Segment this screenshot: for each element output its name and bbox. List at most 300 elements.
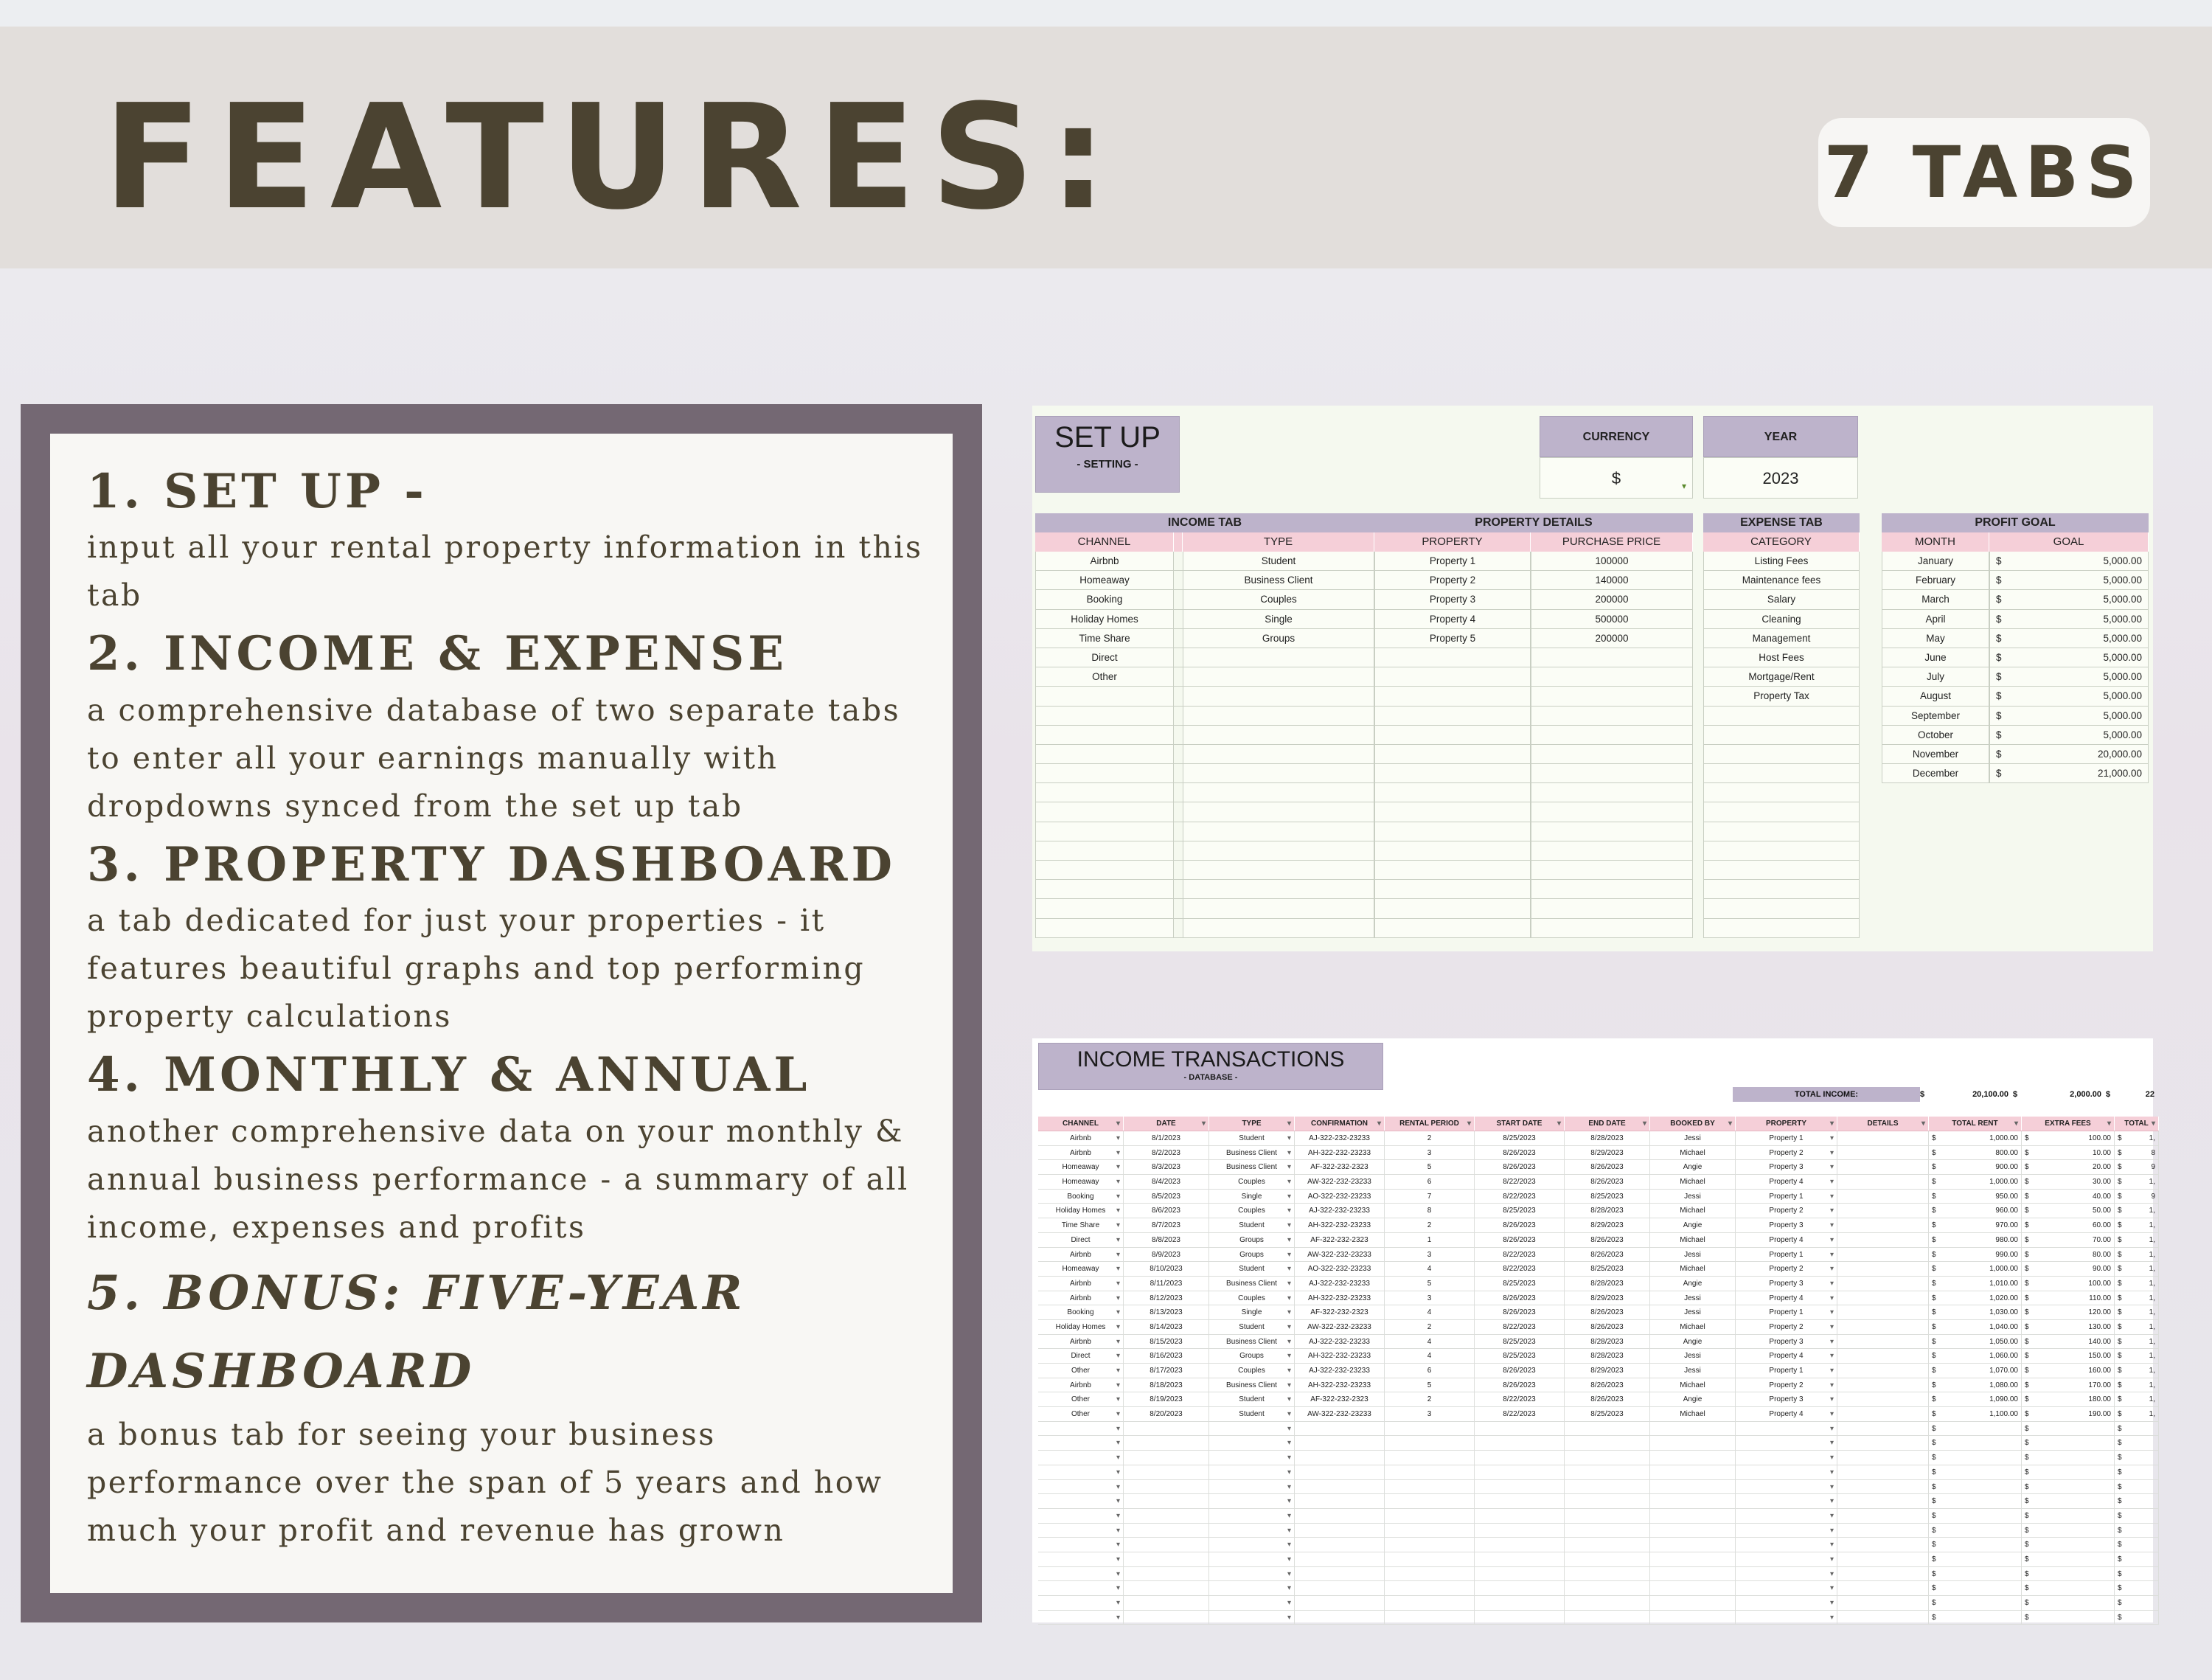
confirmation-cell[interactable]: AW-322-232-23233 (1295, 1320, 1385, 1334)
goal-cell[interactable] (1989, 726, 2149, 744)
goal-cell[interactable] (1989, 667, 2149, 686)
channel-cell[interactable] (1038, 1552, 1124, 1566)
start-date-cell[interactable]: 8/26/2023 (1475, 1305, 1565, 1319)
channel-cell[interactable]: Holiday Homes ▾ (1038, 1204, 1124, 1218)
purchase-price-cell[interactable] (1531, 822, 1693, 841)
details-cell[interactable] (1837, 1175, 1929, 1189)
channel-cell[interactable]: Booking ▾ (1038, 1305, 1124, 1319)
type-cell[interactable]: Groups ▾ (1209, 1248, 1295, 1262)
total-cell[interactable] (2115, 1567, 2159, 1581)
type-cell[interactable] (1183, 880, 1374, 898)
property-cell[interactable]: Property 3 ▾ (1736, 1335, 1837, 1349)
rental-period-cell[interactable] (1385, 1567, 1475, 1581)
category-cell[interactable] (1703, 802, 1860, 821)
type-cell[interactable] (1209, 1509, 1295, 1523)
total-cell[interactable] (2115, 1349, 2159, 1363)
date-cell[interactable] (1124, 1422, 1209, 1436)
total-cell[interactable] (2115, 1407, 2159, 1421)
type-cell[interactable] (1209, 1465, 1295, 1479)
details-cell[interactable] (1837, 1465, 1929, 1479)
property-cell[interactable]: Property 2 ▾ (1736, 1146, 1837, 1160)
confirmation-cell[interactable] (1295, 1611, 1385, 1625)
type-cell[interactable] (1209, 1436, 1295, 1450)
details-cell[interactable] (1837, 1524, 1929, 1538)
category-cell[interactable] (1703, 880, 1860, 898)
details-cell[interactable] (1837, 1291, 1929, 1305)
total-cell[interactable] (2115, 1335, 2159, 1349)
date-cell[interactable] (1124, 1451, 1209, 1465)
channel-cell[interactable] (1035, 861, 1174, 879)
property-cell[interactable]: Property 3 ▾ (1736, 1218, 1837, 1232)
channel-cell[interactable] (1038, 1611, 1124, 1625)
category-cell[interactable] (1703, 822, 1860, 841)
total-rent-cell[interactable] (1929, 1262, 2022, 1276)
total-cell[interactable] (2115, 1524, 2159, 1538)
extra-fees-cell[interactable] (2022, 1581, 2115, 1595)
rental-period-cell[interactable]: 1 (1385, 1233, 1475, 1247)
start-date-cell[interactable]: 8/25/2023 (1475, 1349, 1565, 1363)
channel-cell[interactable]: Airbnb ▾ (1038, 1277, 1124, 1291)
property-cell[interactable]: Property 4 (1374, 610, 1531, 628)
type-cell[interactable]: Couples (1183, 590, 1374, 608)
column-header[interactable]: TOTAL ▾ (2115, 1117, 2159, 1131)
channel-cell[interactable]: Holiday Homes ▾ (1038, 1320, 1124, 1334)
start-date-cell[interactable]: 8/26/2023 (1475, 1146, 1565, 1160)
type-cell[interactable] (1183, 745, 1374, 763)
start-date-cell[interactable]: 8/26/2023 (1475, 1378, 1565, 1392)
property-cell[interactable]: Property 3 ▾ (1736, 1160, 1837, 1174)
total-rent-cell[interactable] (1929, 1291, 2022, 1305)
type-cell[interactable] (1183, 764, 1374, 782)
type-cell[interactable] (1209, 1611, 1295, 1625)
channel-cell[interactable]: Airbnb ▾ (1038, 1378, 1124, 1392)
property-cell[interactable] (1736, 1538, 1837, 1552)
category-cell[interactable] (1703, 919, 1860, 937)
total-cell[interactable] (2115, 1160, 2159, 1174)
details-cell[interactable] (1837, 1451, 1929, 1465)
column-header[interactable]: CHANNEL ▾ (1038, 1117, 1124, 1131)
total-rent-cell[interactable] (1929, 1451, 2022, 1465)
date-cell[interactable]: 8/7/2023 (1124, 1218, 1209, 1232)
confirmation-cell[interactable]: AJ-322-232-23233 (1295, 1131, 1385, 1145)
date-cell[interactable]: 8/14/2023 (1124, 1320, 1209, 1334)
type-cell[interactable]: Groups ▾ (1209, 1349, 1295, 1363)
extra-fees-cell[interactable] (2022, 1262, 2115, 1276)
end-date-cell[interactable]: 8/26/2023 (1565, 1392, 1650, 1406)
total-cell[interactable] (2115, 1131, 2159, 1145)
booked-by-cell[interactable] (1650, 1436, 1736, 1450)
channel-cell[interactable]: Homeaway (1035, 571, 1174, 589)
booked-by-cell[interactable] (1650, 1524, 1736, 1538)
rental-period-cell[interactable]: 7 (1385, 1190, 1475, 1204)
extra-fees-cell[interactable] (2022, 1320, 2115, 1334)
confirmation-cell[interactable] (1295, 1422, 1385, 1436)
date-cell[interactable]: 8/1/2023 (1124, 1131, 1209, 1145)
type-cell[interactable] (1183, 667, 1374, 686)
booked-by-cell[interactable] (1650, 1465, 1736, 1479)
total-rent-cell[interactable] (1929, 1465, 2022, 1479)
end-date-cell[interactable]: 8/26/2023 (1565, 1175, 1650, 1189)
end-date-cell[interactable]: 8/29/2023 (1565, 1364, 1650, 1378)
type-cell[interactable]: Single ▾ (1209, 1190, 1295, 1204)
total-rent-cell[interactable] (1929, 1364, 2022, 1378)
booked-by-cell[interactable]: Angie (1650, 1392, 1736, 1406)
column-header[interactable]: DETAILS ▾ (1837, 1117, 1929, 1131)
property-cell[interactable]: Property 4 ▾ (1736, 1349, 1837, 1363)
booked-by-cell[interactable]: Michael (1650, 1262, 1736, 1276)
type-cell[interactable]: Couples ▾ (1209, 1204, 1295, 1218)
property-cell[interactable]: Property 2 ▾ (1736, 1204, 1837, 1218)
extra-fees-cell[interactable] (2022, 1494, 2115, 1508)
details-cell[interactable] (1837, 1320, 1929, 1334)
property-cell[interactable] (1374, 783, 1531, 802)
total-rent-cell[interactable] (1929, 1277, 2022, 1291)
end-date-cell[interactable] (1565, 1494, 1650, 1508)
extra-fees-cell[interactable] (2022, 1131, 2115, 1145)
extra-fees-cell[interactable] (2022, 1509, 2115, 1523)
rental-period-cell[interactable] (1385, 1436, 1475, 1450)
details-cell[interactable] (1837, 1378, 1929, 1392)
type-cell[interactable] (1209, 1538, 1295, 1552)
total-cell[interactable] (2115, 1480, 2159, 1494)
purchase-price-cell[interactable] (1531, 764, 1693, 782)
start-date-cell[interactable] (1475, 1596, 1565, 1610)
channel-cell[interactable] (1038, 1509, 1124, 1523)
category-cell[interactable]: Maintenance fees (1703, 571, 1860, 589)
confirmation-cell[interactable] (1295, 1494, 1385, 1508)
start-date-cell[interactable] (1475, 1451, 1565, 1465)
booked-by-cell[interactable] (1650, 1552, 1736, 1566)
type-cell[interactable]: Student (1183, 552, 1374, 570)
channel-cell[interactable]: Homeaway ▾ (1038, 1175, 1124, 1189)
booked-by-cell[interactable]: Jessi (1650, 1291, 1736, 1305)
end-date-cell[interactable] (1565, 1509, 1650, 1523)
rental-period-cell[interactable]: 4 (1385, 1305, 1475, 1319)
date-cell[interactable]: 8/16/2023 (1124, 1349, 1209, 1363)
date-cell[interactable]: 8/18/2023 (1124, 1378, 1209, 1392)
confirmation-cell[interactable]: AW-322-232-23233 (1295, 1248, 1385, 1262)
channel-cell[interactable]: Airbnb ▾ (1038, 1248, 1124, 1262)
details-cell[interactable] (1837, 1552, 1929, 1566)
property-cell[interactable] (1374, 802, 1531, 821)
property-cell[interactable] (1736, 1567, 1837, 1581)
purchase-price-cell[interactable]: 140000 (1531, 571, 1693, 589)
goal-cell[interactable] (1989, 610, 2149, 628)
type-cell[interactable] (1209, 1567, 1295, 1581)
booked-by-cell[interactable]: Michael (1650, 1320, 1736, 1334)
rental-period-cell[interactable]: 2 (1385, 1320, 1475, 1334)
type-cell[interactable]: Groups (1183, 629, 1374, 648)
start-date-cell[interactable]: 8/22/2023 (1475, 1262, 1565, 1276)
purchase-price-cell[interactable] (1531, 861, 1693, 879)
channel-cell[interactable] (1035, 726, 1174, 744)
purchase-price-cell[interactable] (1531, 745, 1693, 763)
total-cell[interactable] (2115, 1218, 2159, 1232)
type-cell[interactable] (1183, 783, 1374, 802)
extra-fees-cell[interactable] (2022, 1305, 2115, 1319)
channel-cell[interactable]: Holiday Homes (1035, 610, 1174, 628)
channel-cell[interactable]: Booking (1035, 590, 1174, 608)
channel-cell[interactable]: Direct ▾ (1038, 1233, 1124, 1247)
property-cell[interactable] (1736, 1422, 1837, 1436)
purchase-price-cell[interactable] (1531, 687, 1693, 705)
confirmation-cell[interactable] (1295, 1436, 1385, 1450)
property-cell[interactable] (1736, 1552, 1837, 1566)
confirmation-cell[interactable] (1295, 1509, 1385, 1523)
booked-by-cell[interactable]: Angie (1650, 1160, 1736, 1174)
total-rent-cell[interactable] (1929, 1494, 2022, 1508)
total-rent-cell[interactable] (1929, 1524, 2022, 1538)
channel-cell[interactable]: Airbnb ▾ (1038, 1146, 1124, 1160)
extra-fees-cell[interactable] (2022, 1596, 2115, 1610)
property-cell[interactable] (1736, 1436, 1837, 1450)
start-date-cell[interactable]: 8/22/2023 (1475, 1190, 1565, 1204)
type-cell[interactable] (1183, 899, 1374, 917)
extra-fees-cell[interactable] (2022, 1160, 2115, 1174)
property-cell[interactable] (1374, 726, 1531, 744)
type-cell[interactable]: Couples ▾ (1209, 1364, 1295, 1378)
end-date-cell[interactable] (1565, 1436, 1650, 1450)
property-cell[interactable] (1374, 707, 1531, 725)
total-cell[interactable] (2115, 1190, 2159, 1204)
details-cell[interactable] (1837, 1248, 1929, 1262)
category-cell[interactable] (1703, 783, 1860, 802)
purchase-price-cell[interactable] (1531, 726, 1693, 744)
type-cell[interactable]: Single ▾ (1209, 1305, 1295, 1319)
rental-period-cell[interactable]: 6 (1385, 1364, 1475, 1378)
details-cell[interactable] (1837, 1364, 1929, 1378)
details-cell[interactable] (1837, 1407, 1929, 1421)
type-cell[interactable] (1183, 707, 1374, 725)
type-cell[interactable] (1183, 726, 1374, 744)
rental-period-cell[interactable]: 4 (1385, 1349, 1475, 1363)
total-cell[interactable] (2115, 1305, 2159, 1319)
end-date-cell[interactable]: 8/25/2023 (1565, 1190, 1650, 1204)
property-cell[interactable] (1736, 1509, 1837, 1523)
total-cell[interactable] (2115, 1451, 2159, 1465)
date-cell[interactable] (1124, 1436, 1209, 1450)
date-cell[interactable]: 8/9/2023 (1124, 1248, 1209, 1262)
end-date-cell[interactable]: 8/26/2023 (1565, 1248, 1650, 1262)
end-date-cell[interactable]: 8/28/2023 (1565, 1335, 1650, 1349)
confirmation-cell[interactable] (1295, 1596, 1385, 1610)
date-cell[interactable]: 8/13/2023 (1124, 1305, 1209, 1319)
category-cell[interactable]: Host Fees (1703, 648, 1860, 667)
end-date-cell[interactable]: 8/29/2023 (1565, 1146, 1650, 1160)
purchase-price-cell[interactable]: 500000 (1531, 610, 1693, 628)
rental-period-cell[interactable]: 8 (1385, 1204, 1475, 1218)
date-cell[interactable] (1124, 1494, 1209, 1508)
purchase-price-cell[interactable] (1531, 648, 1693, 667)
date-cell[interactable] (1124, 1567, 1209, 1581)
total-rent-cell[interactable] (1929, 1392, 2022, 1406)
type-cell[interactable] (1183, 841, 1374, 860)
year-field[interactable]: 2023 (1703, 457, 1858, 499)
total-rent-cell[interactable] (1929, 1581, 2022, 1595)
type-cell[interactable] (1183, 861, 1374, 879)
channel-cell[interactable] (1038, 1480, 1124, 1494)
end-date-cell[interactable] (1565, 1581, 1650, 1595)
details-cell[interactable] (1837, 1436, 1929, 1450)
end-date-cell[interactable] (1565, 1465, 1650, 1479)
date-cell[interactable] (1124, 1596, 1209, 1610)
total-rent-cell[interactable] (1929, 1378, 2022, 1392)
category-cell[interactable] (1703, 726, 1860, 744)
end-date-cell[interactable] (1565, 1524, 1650, 1538)
type-cell[interactable]: Business Client (1183, 571, 1374, 589)
channel-cell[interactable] (1035, 919, 1174, 937)
property-cell[interactable]: Property 3 (1374, 590, 1531, 608)
date-cell[interactable] (1124, 1552, 1209, 1566)
details-cell[interactable] (1837, 1204, 1929, 1218)
type-cell[interactable] (1209, 1552, 1295, 1566)
property-cell[interactable] (1374, 687, 1531, 705)
channel-cell[interactable]: Homeaway ▾ (1038, 1262, 1124, 1276)
rental-period-cell[interactable] (1385, 1422, 1475, 1436)
total-cell[interactable] (2115, 1248, 2159, 1262)
start-date-cell[interactable] (1475, 1480, 1565, 1494)
confirmation-cell[interactable] (1295, 1451, 1385, 1465)
property-cell[interactable]: Property 1 ▾ (1736, 1364, 1837, 1378)
total-cell[interactable] (2115, 1291, 2159, 1305)
details-cell[interactable] (1837, 1596, 1929, 1610)
details-cell[interactable] (1837, 1611, 1929, 1625)
booked-by-cell[interactable]: Angie (1650, 1335, 1736, 1349)
details-cell[interactable] (1837, 1262, 1929, 1276)
start-date-cell[interactable]: 8/22/2023 (1475, 1392, 1565, 1406)
rental-period-cell[interactable] (1385, 1465, 1475, 1479)
total-cell[interactable] (2115, 1509, 2159, 1523)
channel-cell[interactable]: Airbnb ▾ (1038, 1131, 1124, 1145)
total-rent-cell[interactable] (1929, 1218, 2022, 1232)
column-header[interactable]: DATE ▾ (1124, 1117, 1209, 1131)
channel-cell[interactable]: Other ▾ (1038, 1364, 1124, 1378)
total-rent-cell[interactable] (1929, 1204, 2022, 1218)
type-cell[interactable]: Business Client ▾ (1209, 1378, 1295, 1392)
property-cell[interactable] (1736, 1465, 1837, 1479)
property-cell[interactable]: Property 2 ▾ (1736, 1320, 1837, 1334)
property-cell[interactable]: Property 4 ▾ (1736, 1175, 1837, 1189)
booked-by-cell[interactable] (1650, 1596, 1736, 1610)
start-date-cell[interactable]: 8/26/2023 (1475, 1233, 1565, 1247)
confirmation-cell[interactable]: AO-322-232-23233 (1295, 1190, 1385, 1204)
details-cell[interactable] (1837, 1305, 1929, 1319)
end-date-cell[interactable] (1565, 1451, 1650, 1465)
rental-period-cell[interactable]: 4 (1385, 1262, 1475, 1276)
start-date-cell[interactable]: 8/25/2023 (1475, 1204, 1565, 1218)
property-cell[interactable]: Property 1 ▾ (1736, 1305, 1837, 1319)
column-header[interactable]: RENTAL PERIOD ▾ (1385, 1117, 1475, 1131)
end-date-cell[interactable]: 8/25/2023 (1565, 1262, 1650, 1276)
extra-fees-cell[interactable] (2022, 1538, 2115, 1552)
end-date-cell[interactable]: 8/26/2023 (1565, 1305, 1650, 1319)
start-date-cell[interactable]: 8/22/2023 (1475, 1248, 1565, 1262)
channel-cell[interactable]: Homeaway ▾ (1038, 1160, 1124, 1174)
confirmation-cell[interactable] (1295, 1480, 1385, 1494)
total-rent-cell[interactable] (1929, 1611, 2022, 1625)
extra-fees-cell[interactable] (2022, 1190, 2115, 1204)
start-date-cell[interactable]: 8/25/2023 (1475, 1277, 1565, 1291)
end-date-cell[interactable]: 8/26/2023 (1565, 1160, 1650, 1174)
date-cell[interactable]: 8/3/2023 (1124, 1160, 1209, 1174)
property-cell[interactable] (1374, 764, 1531, 782)
channel-cell[interactable] (1035, 764, 1174, 782)
extra-fees-cell[interactable] (2022, 1335, 2115, 1349)
start-date-cell[interactable] (1475, 1422, 1565, 1436)
rental-period-cell[interactable]: 3 (1385, 1407, 1475, 1421)
details-cell[interactable] (1837, 1190, 1929, 1204)
rental-period-cell[interactable] (1385, 1494, 1475, 1508)
booked-by-cell[interactable] (1650, 1509, 1736, 1523)
channel-cell[interactable] (1038, 1524, 1124, 1538)
property-cell[interactable]: Property 4 ▾ (1736, 1233, 1837, 1247)
channel-cell[interactable] (1038, 1436, 1124, 1450)
start-date-cell[interactable] (1475, 1436, 1565, 1450)
start-date-cell[interactable]: 8/25/2023 (1475, 1131, 1565, 1145)
end-date-cell[interactable]: 8/28/2023 (1565, 1277, 1650, 1291)
start-date-cell[interactable]: 8/26/2023 (1475, 1160, 1565, 1174)
property-cell[interactable]: Property 2 (1374, 571, 1531, 589)
total-rent-cell[interactable] (1929, 1146, 2022, 1160)
purchase-price-cell[interactable] (1531, 667, 1693, 686)
type-cell[interactable] (1209, 1451, 1295, 1465)
property-cell[interactable]: Property 2 ▾ (1736, 1262, 1837, 1276)
start-date-cell[interactable] (1475, 1494, 1565, 1508)
extra-fees-cell[interactable] (2022, 1451, 2115, 1465)
end-date-cell[interactable]: 8/29/2023 (1565, 1218, 1650, 1232)
details-cell[interactable] (1837, 1146, 1929, 1160)
rental-period-cell[interactable] (1385, 1451, 1475, 1465)
confirmation-cell[interactable] (1295, 1538, 1385, 1552)
confirmation-cell[interactable]: AF-322-232-2323 (1295, 1392, 1385, 1406)
type-cell[interactable] (1209, 1422, 1295, 1436)
end-date-cell[interactable]: 8/29/2023 (1565, 1291, 1650, 1305)
details-cell[interactable] (1837, 1349, 1929, 1363)
date-cell[interactable]: 8/20/2023 (1124, 1407, 1209, 1421)
extra-fees-cell[interactable] (2022, 1175, 2115, 1189)
rental-period-cell[interactable]: 5 (1385, 1277, 1475, 1291)
extra-fees-cell[interactable] (2022, 1611, 2115, 1625)
channel-cell[interactable]: Time Share (1035, 629, 1174, 648)
end-date-cell[interactable]: 8/26/2023 (1565, 1320, 1650, 1334)
type-cell[interactable] (1183, 648, 1374, 667)
confirmation-cell[interactable] (1295, 1524, 1385, 1538)
end-date-cell[interactable] (1565, 1567, 1650, 1581)
date-cell[interactable]: 8/8/2023 (1124, 1233, 1209, 1247)
end-date-cell[interactable]: 8/25/2023 (1565, 1407, 1650, 1421)
category-cell[interactable]: Management (1703, 629, 1860, 648)
category-cell[interactable]: Listing Fees (1703, 552, 1860, 570)
total-rent-cell[interactable] (1929, 1480, 2022, 1494)
goal-cell[interactable] (1989, 590, 2149, 608)
total-rent-cell[interactable] (1929, 1233, 2022, 1247)
extra-fees-cell[interactable] (2022, 1146, 2115, 1160)
extra-fees-cell[interactable] (2022, 1407, 2115, 1421)
rental-period-cell[interactable]: 5 (1385, 1378, 1475, 1392)
details-cell[interactable] (1837, 1480, 1929, 1494)
extra-fees-cell[interactable] (2022, 1422, 2115, 1436)
extra-fees-cell[interactable] (2022, 1349, 2115, 1363)
total-cell[interactable] (2115, 1262, 2159, 1276)
date-cell[interactable] (1124, 1524, 1209, 1538)
total-cell[interactable] (2115, 1233, 2159, 1247)
booked-by-cell[interactable]: Michael (1650, 1233, 1736, 1247)
channel-cell[interactable] (1035, 687, 1174, 705)
type-cell[interactable]: Groups ▾ (1209, 1233, 1295, 1247)
extra-fees-cell[interactable] (2022, 1552, 2115, 1566)
booked-by-cell[interactable]: Michael (1650, 1204, 1736, 1218)
category-cell[interactable] (1703, 764, 1860, 782)
